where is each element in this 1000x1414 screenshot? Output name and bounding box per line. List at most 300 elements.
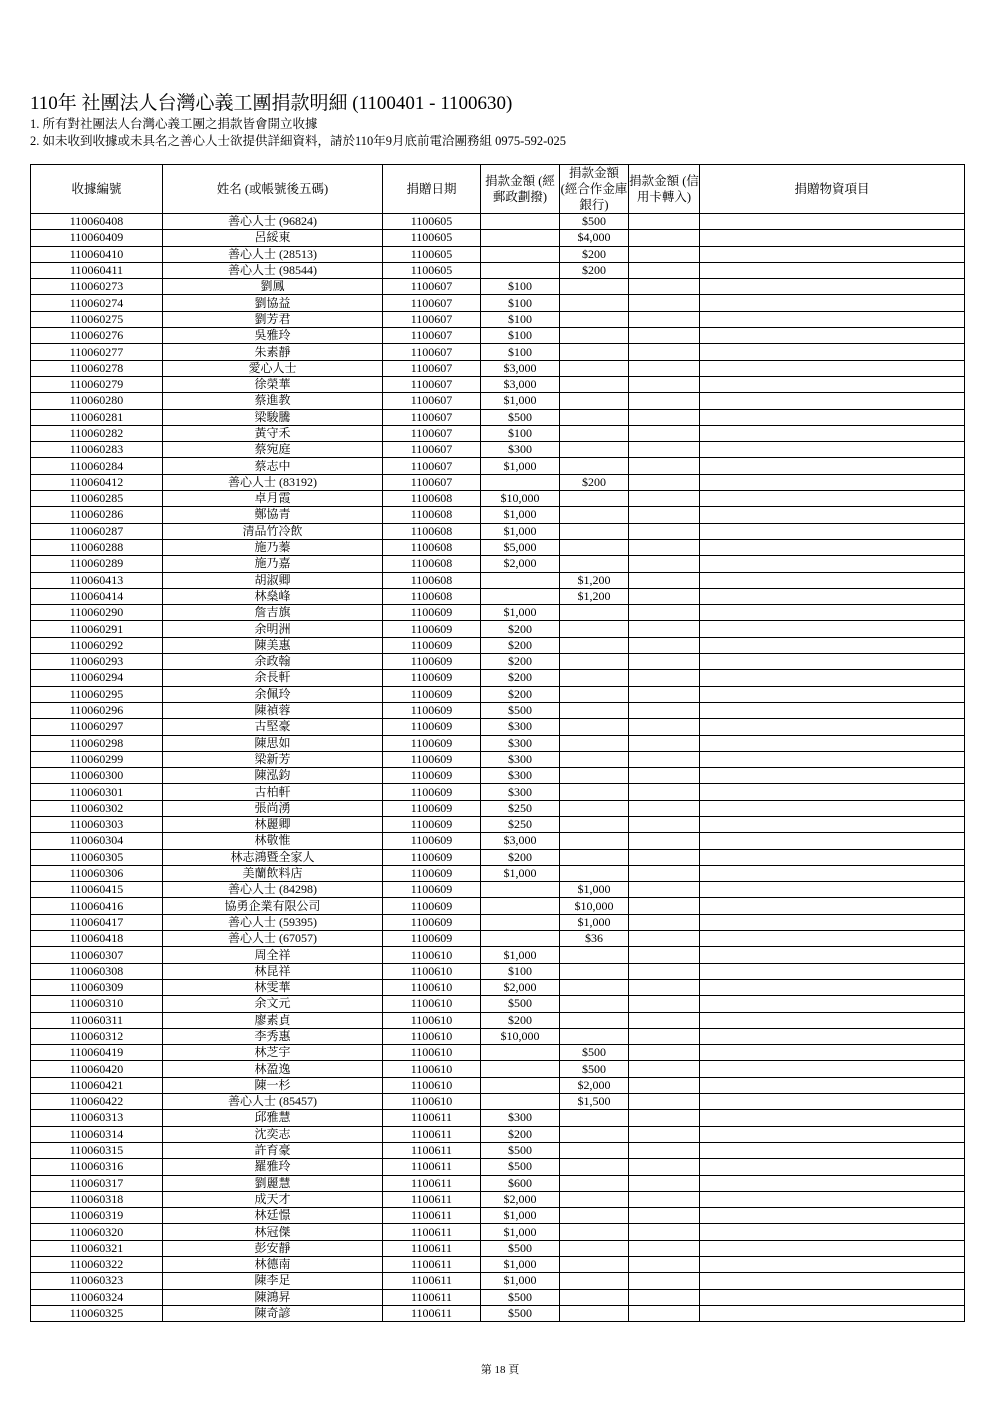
goods-cell [700,833,965,849]
date-cell: 1100609 [383,784,481,800]
postal-amount-cell: $3,000 [481,360,560,376]
receipt-no-cell: 110060279 [31,376,163,392]
date-cell: 1100610 [383,1028,481,1044]
postal-amount-cell: $500 [481,1159,560,1175]
card-amount-cell [629,1110,700,1126]
donor-name-cell: 許育豪 [163,1142,383,1158]
card-amount-cell [629,1077,700,1093]
table-row [31,605,965,621]
goods-cell [700,979,965,995]
donor-name-cell: 古堅豪 [163,719,383,735]
table-row [31,800,965,816]
donor-name-cell: 古柏軒 [163,784,383,800]
date-cell: 1100611 [383,1240,481,1256]
bank-amount-cell: $1,000 [560,882,629,898]
postal-amount-cell: $500 [481,996,560,1012]
bank-amount-cell [560,491,629,507]
receipt-no-cell: 110060325 [31,1305,163,1321]
bank-amount-cell [560,768,629,784]
date-cell: 1100610 [383,947,481,963]
date-cell: 1100610 [383,1061,481,1077]
card-amount-cell [629,1028,700,1044]
receipt-no-cell: 110060410 [31,246,163,262]
postal-amount-cell: $300 [481,751,560,767]
card-amount-cell [629,1142,700,1158]
card-amount-cell [629,1240,700,1256]
donor-name-cell: 蔡進教 [163,393,383,409]
table-row [31,979,965,995]
date-cell: 1100608 [383,491,481,507]
bank-amount-cell [560,523,629,539]
goods-cell [700,670,965,686]
table-row [31,328,965,344]
receipt-no-cell: 110060421 [31,1077,163,1093]
bank-amount-cell: $500 [560,1061,629,1077]
donor-name-cell: 愛心人士 [163,360,383,376]
bank-amount-cell [560,458,629,474]
goods-cell [700,816,965,832]
donor-name-cell: 林敬惟 [163,833,383,849]
table-row [31,1240,965,1256]
card-amount-cell [629,865,700,881]
postal-amount-cell: $1,000 [481,865,560,881]
table-row [31,1094,965,1110]
donor-name-cell: 周全祥 [163,947,383,963]
postal-amount-cell: $1,000 [481,1208,560,1224]
donor-name-cell: 陳一杉 [163,1077,383,1093]
card-amount-cell [629,214,700,230]
goods-cell [700,1175,965,1191]
table-body [31,214,965,1322]
table-row [31,393,965,409]
date-cell: 1100607 [383,328,481,344]
bank-amount-cell [560,833,629,849]
card-amount-cell [629,996,700,1012]
goods-cell [700,409,965,425]
bank-amount-cell: $2,000 [560,1077,629,1093]
donor-name-cell: 羅雅玲 [163,1159,383,1175]
bank-amount-cell [560,1224,629,1240]
postal-amount-cell [481,1061,560,1077]
receipt-no-cell: 110060284 [31,458,163,474]
goods-cell [700,1028,965,1044]
table-row [31,376,965,392]
table-row [31,702,965,718]
bank-amount-cell: $200 [560,246,629,262]
goods-cell [700,523,965,539]
postal-amount-cell [481,1077,560,1093]
table-row [31,572,965,588]
goods-cell [700,800,965,816]
receipt-no-cell: 110060276 [31,328,163,344]
goods-cell [700,507,965,523]
card-amount-cell [629,376,700,392]
page-title: 110年 社團法人台灣心義工團捐款明細 (1100401 - 1100630) [30,93,513,114]
col-header-postal-amount: 捐款金額 (經郵政劃撥) [481,165,560,214]
card-amount-cell [629,768,700,784]
postal-amount-cell: $100 [481,344,560,360]
postal-amount-cell: $2,000 [481,1191,560,1207]
donor-name-cell: 李秀惠 [163,1028,383,1044]
donation-table [30,164,965,1322]
receipt-no-cell: 110060307 [31,947,163,963]
goods-cell [700,376,965,392]
postal-amount-cell: $300 [481,719,560,735]
goods-cell [700,1257,965,1273]
goods-cell [700,458,965,474]
card-amount-cell [629,230,700,246]
postal-amount-cell: $300 [481,1110,560,1126]
postal-amount-cell: $300 [481,735,560,751]
table-row [31,898,965,914]
bank-amount-cell: $500 [560,214,629,230]
goods-cell [700,539,965,555]
donor-name-cell: 吳雅玲 [163,328,383,344]
card-amount-cell [629,458,700,474]
date-cell: 1100609 [383,816,481,832]
donor-name-cell: 蔡宛庭 [163,442,383,458]
date-cell: 1100607 [383,458,481,474]
postal-amount-cell: $10,000 [481,1028,560,1044]
page-number: 第 18 頁 [480,1364,520,1376]
postal-amount-cell: $1,000 [481,605,560,621]
col-header-date: 捐贈日期 [383,165,481,214]
col-header-name: 姓名 (或帳號後五碼) [163,165,383,214]
goods-cell [700,1077,965,1093]
table-row [31,963,965,979]
postal-amount-cell: $1,000 [481,393,560,409]
receipt-no-cell: 110060293 [31,654,163,670]
postal-amount-cell: $3,000 [481,376,560,392]
bank-amount-cell [560,1257,629,1273]
postal-amount-cell: $2,000 [481,979,560,995]
table-row [31,1012,965,1028]
bank-amount-cell [560,1175,629,1191]
bank-amount-cell [560,800,629,816]
card-amount-cell [629,719,700,735]
receipt-no-cell: 110060310 [31,996,163,1012]
goods-cell [700,1012,965,1028]
receipt-no-cell: 110060324 [31,1289,163,1305]
table-row [31,735,965,751]
goods-cell [700,425,965,441]
receipt-no-cell: 110060318 [31,1191,163,1207]
date-cell: 1100609 [383,768,481,784]
goods-cell [700,1110,965,1126]
table-row [31,768,965,784]
bank-amount-cell [560,702,629,718]
donor-name-cell: 彭安靜 [163,1240,383,1256]
table-row [31,1159,965,1175]
postal-amount-cell: $1,000 [481,1273,560,1289]
date-cell: 1100607 [383,376,481,392]
donor-name-cell: 林盈逸 [163,1061,383,1077]
bank-amount-cell [560,360,629,376]
bank-amount-cell: $1,500 [560,1094,629,1110]
card-amount-cell [629,1305,700,1321]
goods-cell [700,637,965,653]
receipt-no-cell: 110060321 [31,1240,163,1256]
receipt-no-cell: 110060419 [31,1045,163,1061]
goods-cell [700,768,965,784]
receipt-no-cell: 110060282 [31,425,163,441]
date-cell: 1100607 [383,393,481,409]
receipt-no-cell: 110060297 [31,719,163,735]
receipt-no-cell: 110060291 [31,621,163,637]
card-amount-cell [629,735,700,751]
postal-amount-cell: $200 [481,849,560,865]
postal-amount-cell [481,572,560,588]
receipt-no-cell: 110060323 [31,1273,163,1289]
goods-cell [700,1142,965,1158]
table-row [31,1077,965,1093]
receipt-no-cell: 110060277 [31,344,163,360]
receipt-no-cell: 110060295 [31,686,163,702]
date-cell: 1100609 [383,882,481,898]
date-cell: 1100609 [383,931,481,947]
goods-cell [700,344,965,360]
bank-amount-cell: $1,200 [560,588,629,604]
receipt-no-cell: 110060308 [31,963,163,979]
card-amount-cell [629,963,700,979]
date-cell: 1100611 [383,1191,481,1207]
donor-name-cell: 善心人士 (98544) [163,262,383,278]
postal-amount-cell: $500 [481,1305,560,1321]
table-row [31,1110,965,1126]
card-amount-cell [629,605,700,621]
receipt-no-cell: 110060289 [31,556,163,572]
goods-cell [700,621,965,637]
bank-amount-cell [560,816,629,832]
donor-name-cell: 張尚湧 [163,800,383,816]
goods-cell [700,931,965,947]
date-cell: 1100609 [383,702,481,718]
goods-cell [700,360,965,376]
card-amount-cell [629,702,700,718]
table-row [31,1224,965,1240]
postal-amount-cell [481,931,560,947]
table-row [31,914,965,930]
receipt-no-cell: 110060275 [31,311,163,327]
bank-amount-cell [560,1289,629,1305]
col-header-card-amount: 捐款金額 (信用卡轉入) [629,165,700,214]
card-amount-cell [629,1289,700,1305]
donor-name-cell: 徐榮華 [163,376,383,392]
card-amount-cell [629,1257,700,1273]
donor-name-cell: 呂綏東 [163,230,383,246]
postal-amount-cell [481,914,560,930]
date-cell: 1100609 [383,735,481,751]
date-cell: 1100605 [383,214,481,230]
bank-amount-cell [560,295,629,311]
postal-amount-cell: $250 [481,800,560,816]
postal-amount-cell: $2,000 [481,556,560,572]
donor-name-cell: 劉麗慧 [163,1175,383,1191]
postal-amount-cell [481,230,560,246]
goods-cell [700,996,965,1012]
card-amount-cell [629,686,700,702]
bank-amount-cell [560,328,629,344]
table-row [31,996,965,1012]
goods-cell [700,1273,965,1289]
bank-amount-cell [560,654,629,670]
date-cell: 1100611 [383,1257,481,1273]
date-cell: 1100609 [383,605,481,621]
bank-amount-cell [560,1012,629,1028]
donor-name-cell: 施乃嘉 [163,556,383,572]
table-row [31,523,965,539]
date-cell: 1100609 [383,686,481,702]
bank-amount-cell [560,751,629,767]
table-row [31,556,965,572]
bank-amount-cell [560,556,629,572]
bank-amount-cell [560,311,629,327]
goods-cell [700,1126,965,1142]
table-row [31,311,965,327]
donor-name-cell: 余文元 [163,996,383,1012]
receipt-no-cell: 110060312 [31,1028,163,1044]
bank-amount-cell: $1,200 [560,572,629,588]
card-amount-cell [629,1224,700,1240]
donor-name-cell: 邱雅慧 [163,1110,383,1126]
date-cell: 1100607 [383,442,481,458]
date-cell: 1100608 [383,572,481,588]
card-amount-cell [629,491,700,507]
bank-amount-cell [560,849,629,865]
goods-cell [700,1094,965,1110]
receipt-no-cell: 110060285 [31,491,163,507]
postal-amount-cell [481,262,560,278]
card-amount-cell [629,1094,700,1110]
date-cell: 1100607 [383,279,481,295]
postal-amount-cell: $100 [481,311,560,327]
card-amount-cell [629,1175,700,1191]
date-cell: 1100610 [383,1094,481,1110]
date-cell: 1100611 [383,1289,481,1305]
donor-name-cell: 胡淑卿 [163,572,383,588]
card-amount-cell [629,1045,700,1061]
card-amount-cell [629,1012,700,1028]
goods-cell [700,572,965,588]
table-row [31,1142,965,1158]
goods-cell [700,1305,965,1321]
table-row [31,882,965,898]
receipt-no-cell: 110060294 [31,670,163,686]
card-amount-cell [629,262,700,278]
bank-amount-cell [560,425,629,441]
goods-cell [700,491,965,507]
card-amount-cell [629,637,700,653]
table-row [31,1208,965,1224]
bank-amount-cell [560,996,629,1012]
card-amount-cell [629,393,700,409]
goods-cell [700,246,965,262]
donor-name-cell: 林芝宇 [163,1045,383,1061]
table-row [31,947,965,963]
postal-amount-cell: $600 [481,1175,560,1191]
table-row [31,1273,965,1289]
receipt-no-cell: 110060290 [31,605,163,621]
postal-amount-cell: $100 [481,425,560,441]
donor-name-cell: 卓月霞 [163,491,383,507]
bank-amount-cell [560,719,629,735]
postal-amount-cell: $200 [481,670,560,686]
bank-amount-cell: $200 [560,262,629,278]
table-row [31,686,965,702]
card-amount-cell [629,914,700,930]
receipt-no-cell: 110060306 [31,865,163,881]
goods-cell [700,474,965,490]
donor-name-cell: 善心人士 (85457) [163,1094,383,1110]
table-row [31,621,965,637]
receipt-no-cell: 110060292 [31,637,163,653]
donor-name-cell: 林燊峰 [163,588,383,604]
receipt-no-cell: 110060414 [31,588,163,604]
date-cell: 1100609 [383,898,481,914]
postal-amount-cell: $3,000 [481,833,560,849]
donor-name-cell: 陳思如 [163,735,383,751]
card-amount-cell [629,507,700,523]
goods-cell [700,702,965,718]
table-row [31,1061,965,1077]
date-cell: 1100611 [383,1208,481,1224]
date-cell: 1100605 [383,230,481,246]
receipt-no-cell: 110060309 [31,979,163,995]
receipt-no-cell: 110060302 [31,800,163,816]
card-amount-cell [629,816,700,832]
goods-cell [700,442,965,458]
bank-amount-cell [560,344,629,360]
donor-name-cell: 詹吉旗 [163,605,383,621]
card-amount-cell [629,328,700,344]
card-amount-cell [629,654,700,670]
date-cell: 1100611 [383,1110,481,1126]
bank-amount-cell [560,670,629,686]
table-row [31,474,965,490]
donor-name-cell: 陳奇諺 [163,1305,383,1321]
receipt-no-cell: 110060288 [31,539,163,555]
date-cell: 1100611 [383,1175,481,1191]
table-row [31,214,965,230]
donor-name-cell: 林麗卿 [163,816,383,832]
bank-amount-cell: $200 [560,474,629,490]
table-row [31,262,965,278]
bank-amount-cell [560,1110,629,1126]
date-cell: 1100611 [383,1159,481,1175]
goods-cell [700,784,965,800]
date-cell: 1100609 [383,865,481,881]
goods-cell [700,898,965,914]
donor-name-cell: 清品竹冷飲 [163,523,383,539]
card-amount-cell [629,1208,700,1224]
date-cell: 1100607 [383,409,481,425]
card-amount-cell [629,474,700,490]
donor-name-cell: 余明洲 [163,621,383,637]
postal-amount-cell: $200 [481,1126,560,1142]
receipt-no-cell: 110060287 [31,523,163,539]
goods-cell [700,556,965,572]
bank-amount-cell [560,376,629,392]
bank-amount-cell: $1,000 [560,914,629,930]
goods-cell [700,1061,965,1077]
goods-cell [700,1208,965,1224]
card-amount-cell [629,523,700,539]
receipt-no-cell: 110060418 [31,931,163,947]
col-header-goods: 捐贈物資項目 [700,165,965,214]
bank-amount-cell [560,784,629,800]
postal-amount-cell: $1,000 [481,523,560,539]
goods-cell [700,605,965,621]
